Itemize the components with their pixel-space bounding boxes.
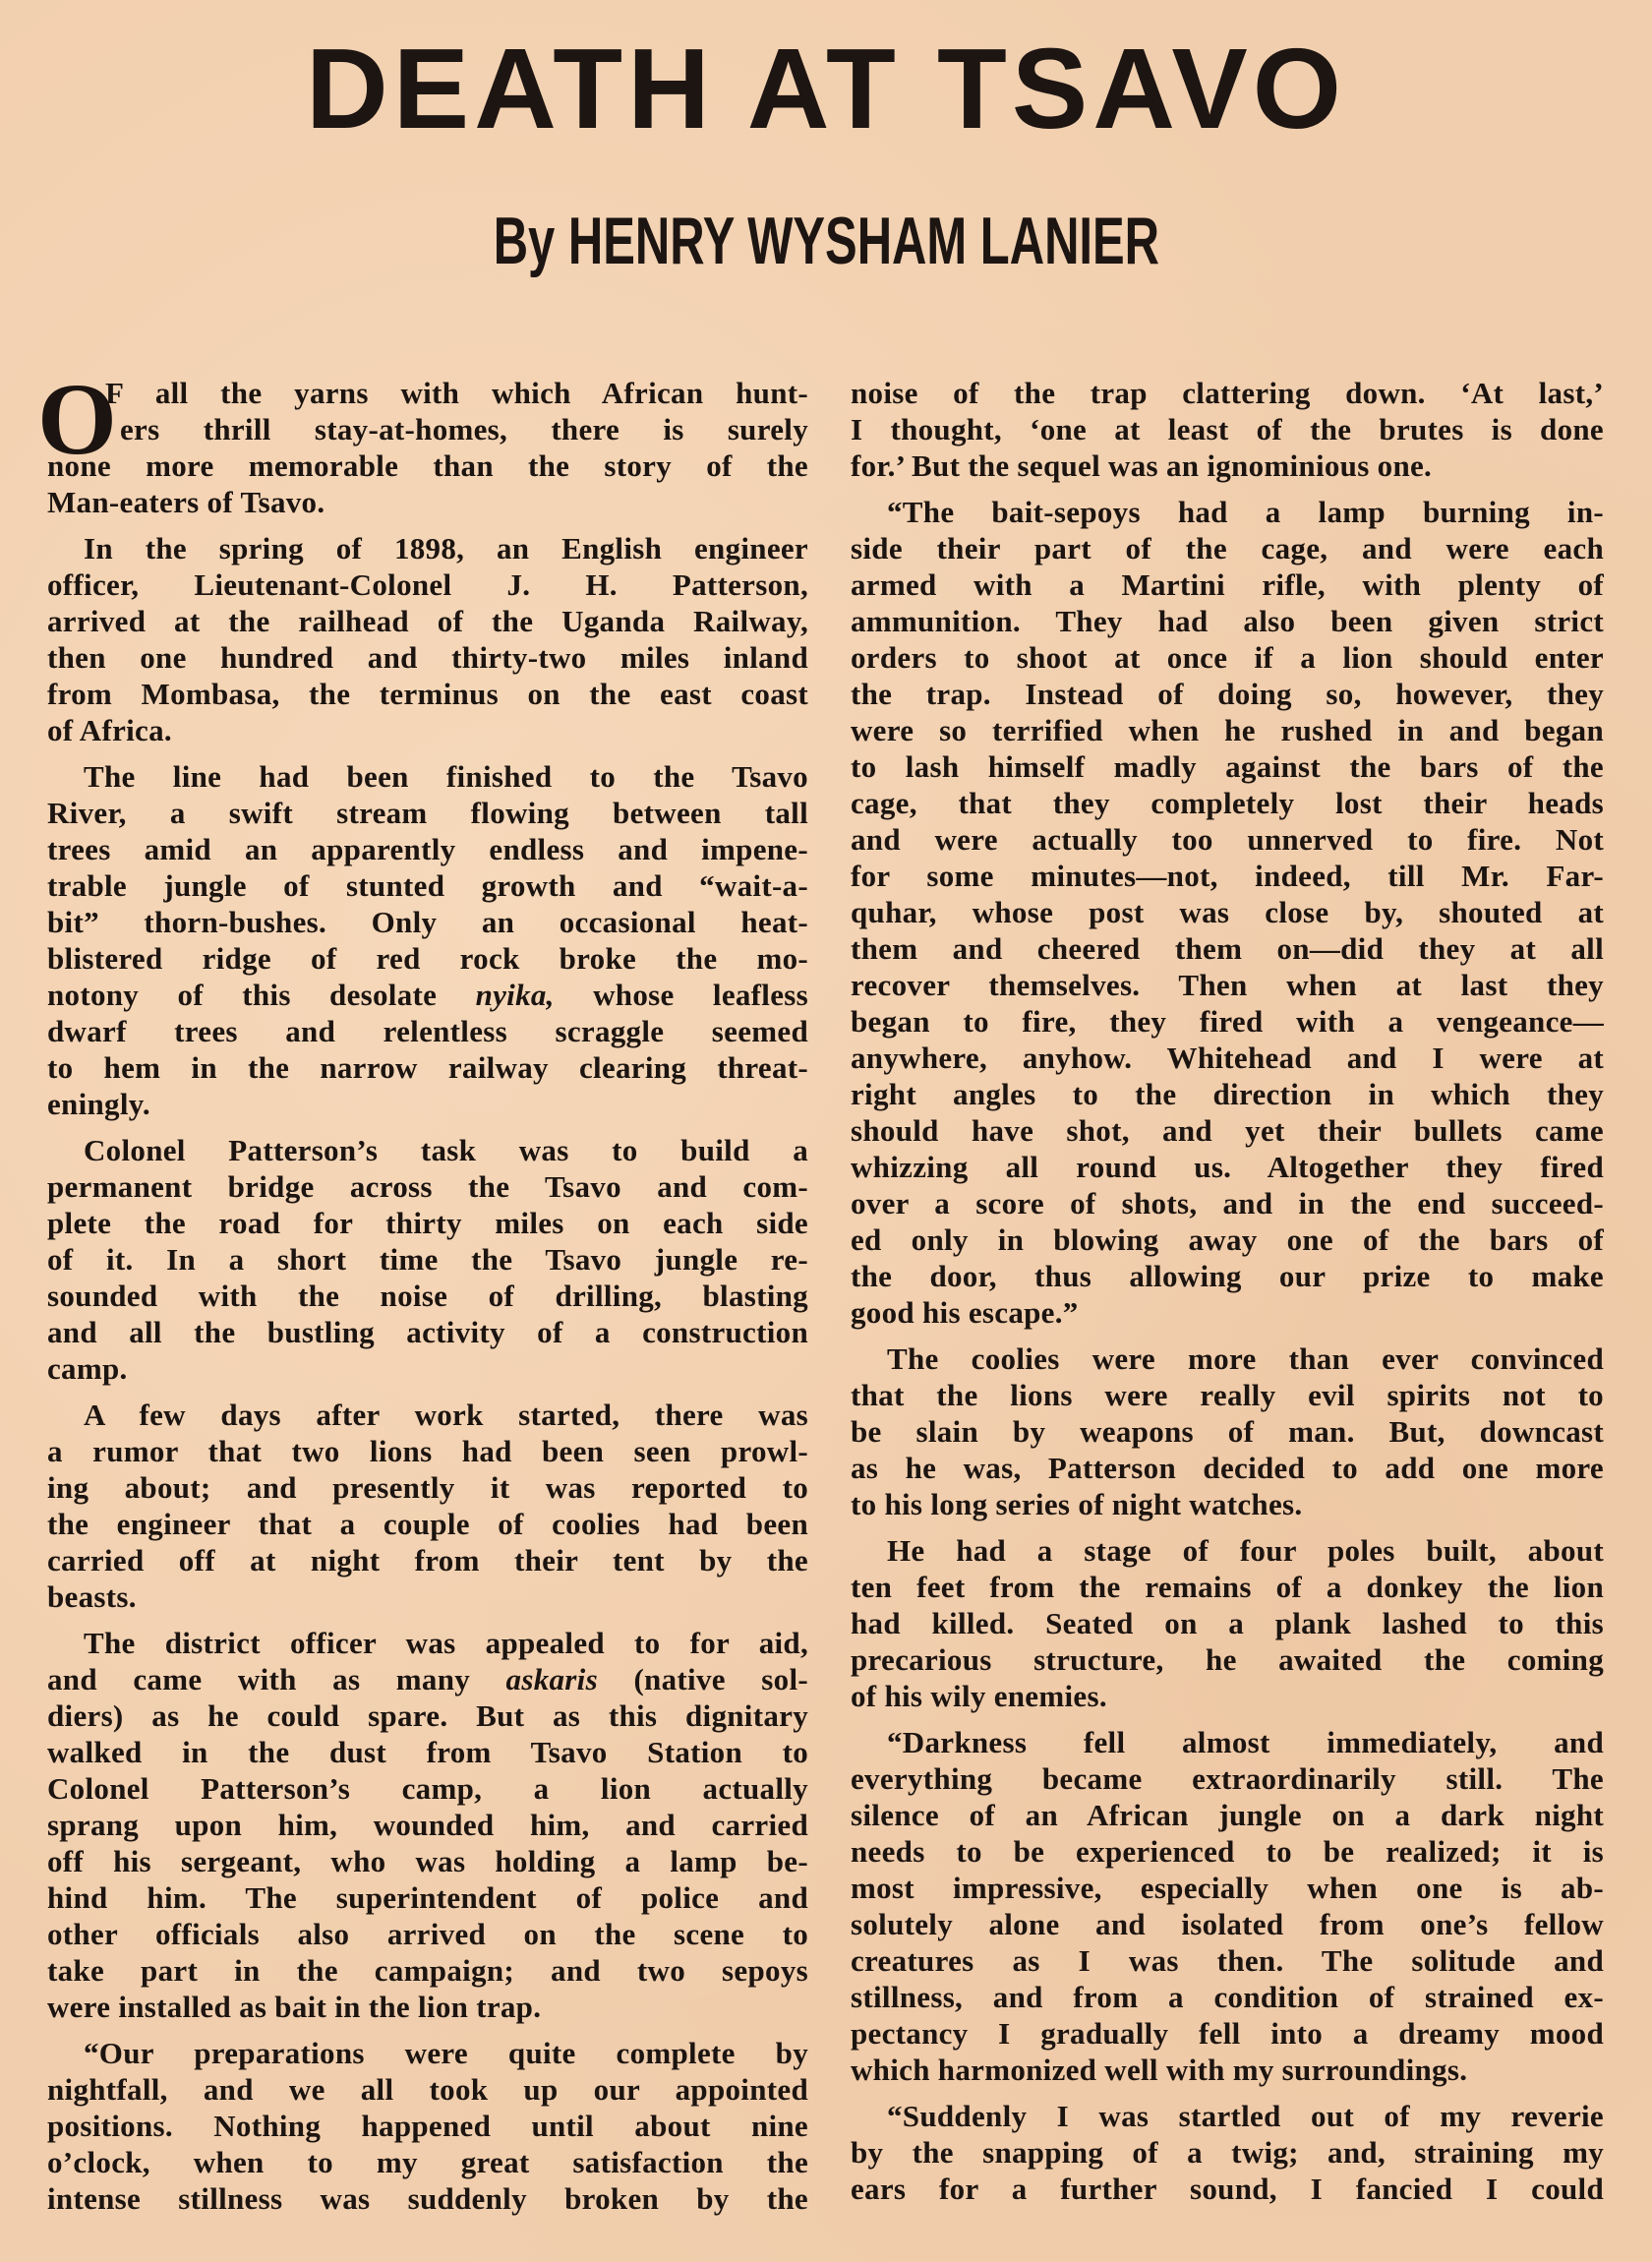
text-line: stillness, and from a condition of strained ex- xyxy=(851,1980,1604,2014)
text-line: River, a swift stream flowing between tall xyxy=(47,796,808,830)
text-line: anywhere, anyhow. Whitehead and I were at xyxy=(851,1041,1604,1075)
text-line: sounded with the noise of drilling, blasting xyxy=(47,1279,808,1313)
right-column xyxy=(851,375,1604,2217)
text-line: “Darkness fell almost immediately, and xyxy=(887,1725,1604,1759)
text-line: intense stillness was suddenly broken by the xyxy=(47,2181,808,2216)
text-line: trees amid an apparently endless and impene- xyxy=(47,832,808,866)
text-segment: whose leafless xyxy=(554,978,808,1012)
text-line: be slain by weapons of man. But, downcast xyxy=(851,1414,1604,1449)
left-column xyxy=(37,363,808,2227)
text-line: side their part of the cage, and were each xyxy=(851,531,1604,566)
text-line: o’clock, when to my great satisfaction the xyxy=(47,2145,808,2179)
text-line: solutely alone and isolated from one’s fellow xyxy=(851,1907,1604,1941)
text-line: ers thrill stay-at-homes, there is surely xyxy=(120,412,808,446)
paragraph xyxy=(851,1724,1604,2088)
text-line: hind him. The superintendent of police and xyxy=(47,1880,808,1915)
author-byline: By HENRY WYSHAM LANIER xyxy=(493,204,1159,278)
text-line: ing about; and presently it was reported to xyxy=(47,1470,808,1505)
text-line: Colonel Patterson’s camp, a lion actually xyxy=(47,1771,808,1806)
text-line: had killed. Seated on a plank lashed to this xyxy=(851,1606,1604,1640)
text-line: the door, thus allowing our prize to make xyxy=(851,1259,1604,1293)
text-line: bit” thorn-bushes. Only an occasional heat- xyxy=(47,905,808,939)
text-line: noise of the trap clattering down. ‘At last,’ xyxy=(851,376,1604,410)
text-line: of his wily enemies. xyxy=(851,1679,1107,1713)
text-line: for.’ But the sequel was an ignominious one. xyxy=(851,448,1433,483)
text-line: none more memorable than the story of the xyxy=(47,448,808,483)
italic-term: nyika, xyxy=(475,978,555,1012)
text-line: silence of an African jungle on a dark night xyxy=(851,1798,1604,1832)
drop-cap: O xyxy=(37,363,118,476)
text-line: sprang upon him, wounded him, and carried xyxy=(47,1808,808,1842)
text-line: right angles to the direction in which they xyxy=(851,1077,1604,1111)
text-line: In the spring of 1898, an English engineer xyxy=(84,531,808,566)
text-line: eningly. xyxy=(47,1087,150,1121)
text-line: blistered ridge of red rock broke the mo- xyxy=(47,941,808,976)
text-line: nightfall, and we all took up our appointed xyxy=(47,2072,808,2107)
text-line: began to fire, they fired with a vengeance— xyxy=(851,1004,1604,1039)
text-line: walked in the dust from Tsavo Station to xyxy=(47,1735,808,1769)
text-line: ten feet from the remains of a donkey the lion xyxy=(851,1570,1604,1604)
paragraph xyxy=(851,2098,1604,2207)
paragraph xyxy=(47,375,808,520)
text-line: needs to be experienced to be realized; it is xyxy=(851,1834,1604,1869)
text-segment: notony of this desolate xyxy=(47,978,476,1012)
paragraph xyxy=(47,1625,808,2025)
text-line: The line had been finished to the Tsavo xyxy=(84,759,808,794)
text-line: whizzing all round us. Altogether they fired xyxy=(851,1150,1604,1184)
paragraph xyxy=(47,758,808,1122)
text-line: then one hundred and thirty-two miles inland xyxy=(47,640,808,675)
text-line: were installed as bait in the lion trap. xyxy=(47,1990,542,2024)
text-line: “Suddenly I was startled out of my reverie xyxy=(887,2099,1604,2133)
paragraph xyxy=(851,494,1604,1331)
text-line: beasts. xyxy=(47,1579,137,1614)
text-line: everything became extraordinarily still. The xyxy=(851,1761,1604,1796)
text-line: He had a stage of four poles built, about xyxy=(887,1533,1604,1568)
text-line: them and cheered them on—did they at all xyxy=(851,931,1604,966)
text-line xyxy=(47,1661,808,1697)
paragraph xyxy=(47,2035,808,2217)
text-line: Man-eaters of Tsavo. xyxy=(47,485,325,519)
text-line: of it. In a short time the Tsavo jungle re- xyxy=(47,1242,808,1277)
text-line: by the snapping of a twig; and, straining my xyxy=(851,2135,1604,2170)
byline-container xyxy=(0,202,1652,280)
text-line: which harmonized well with my surroundings. xyxy=(851,2053,1468,2087)
text-line: positions. Nothing happened until about nine xyxy=(47,2109,808,2143)
text-line: pectancy I gradually fell into a dreamy mood xyxy=(851,2016,1604,2051)
text-line: plete the road for thirty miles on each side xyxy=(47,1206,808,1240)
text-line: to lash himself madly against the bars of the xyxy=(851,749,1604,784)
paragraph xyxy=(47,1397,808,1615)
text-line: trable jungle of stunted growth and “wait-a- xyxy=(47,868,808,903)
text-line: diers) as he could spare. But as this dignitary xyxy=(47,1698,808,1733)
text-line: recover themselves. Then when at last they xyxy=(851,968,1604,1002)
text-line: for some minutes—not, indeed, till Mr. Far- xyxy=(851,859,1604,893)
text-line: Colonel Patterson’s task was to build a xyxy=(84,1133,808,1167)
text-line: creatures as I was then. The solitude and xyxy=(851,1943,1604,1978)
italic-term: askaris xyxy=(505,1662,598,1696)
text-line: dwarf trees and relentless scraggle seemed xyxy=(47,1014,808,1048)
text-line: to his long series of night watches. xyxy=(851,1487,1303,1521)
text-line: a rumor that two lions had been seen prowl- xyxy=(47,1434,808,1468)
text-line: officer, Lieutenant-Colonel J. H. Patterson, xyxy=(47,567,808,602)
text-line: from Mombasa, the terminus on the east coast xyxy=(47,677,808,711)
text-line: “Our preparations were quite complete by xyxy=(84,2036,808,2070)
text-line: and were actually too unnerved to fire. Not xyxy=(851,822,1604,857)
paragraph xyxy=(851,1532,1604,1714)
text-line: that the lions were really evil spirits not to xyxy=(851,1378,1604,1412)
text-line: “The bait-sepoys had a lamp burning in- xyxy=(887,495,1604,529)
text-line: I thought, ‘one at least of the brutes is done xyxy=(851,412,1604,446)
text-line: to hem in the narrow railway clearing threat- xyxy=(47,1050,808,1085)
paragraph xyxy=(47,1132,808,1387)
text-line: and all the bustling activity of a construction xyxy=(47,1315,808,1349)
paragraph xyxy=(47,530,808,748)
paragraph xyxy=(851,1340,1604,1522)
text-line: take part in the campaign; and two sepoys xyxy=(47,1953,808,1988)
text-line: The district officer was appealed to for aid, xyxy=(84,1626,808,1660)
text-line: other officials also arrived on the scene to xyxy=(47,1917,808,1951)
text-line: cage, that they completely lost their heads xyxy=(851,786,1604,820)
text-line: permanent bridge across the Tsavo and com- xyxy=(47,1169,808,1204)
text-line: should have shot, and yet their bullets came xyxy=(851,1113,1604,1148)
text-line: armed with a Martini rifle, with plenty of xyxy=(851,567,1604,602)
text-line xyxy=(47,977,808,1013)
text-line: the engineer that a couple of coolies had been xyxy=(47,1507,808,1541)
text-segment: (native sol- xyxy=(597,1662,808,1696)
text-line: orders to shoot at once if a lion should enter xyxy=(851,640,1604,675)
text-line: over a score of shots, and in the end succeed- xyxy=(851,1186,1604,1220)
text-line: A few days after work started, there was xyxy=(84,1398,808,1432)
text-line: carried off at night from their tent by the xyxy=(47,1543,808,1577)
text-line: ammunition. They had also been given strict xyxy=(851,604,1604,638)
text-line: good his escape.” xyxy=(851,1295,1079,1330)
text-line: arrived at the railhead of the Uganda Railway, xyxy=(47,604,808,638)
text-line: precarious structure, he awaited the coming xyxy=(851,1642,1604,1677)
text-line: ears for a further sound, I fancied I could xyxy=(851,2172,1604,2206)
article-title: DEATH AT TSAVO xyxy=(305,25,1347,152)
text-line: of Africa. xyxy=(47,713,172,747)
text-line: quhar, whose post was close by, shouted at xyxy=(851,895,1604,929)
text-line: the trap. Instead of doing so, however, they xyxy=(851,677,1604,711)
text-line: most impressive, especially when one is ab- xyxy=(851,1871,1604,1905)
text-line: were so terrified when he rushed in and began xyxy=(851,713,1604,747)
text-line: as he was, Patterson decided to add one more xyxy=(851,1451,1604,1485)
paragraph xyxy=(851,375,1604,484)
text-line: The coolies were more than ever convinced xyxy=(887,1341,1604,1376)
text-line: off his sergeant, who was holding a lamp be- xyxy=(47,1844,808,1878)
text-line: ed only in blowing away one of the bars of xyxy=(851,1222,1604,1257)
text-line: F all the yarns with which African hunt- xyxy=(105,376,808,410)
text-segment: and came with as many xyxy=(47,1662,506,1696)
text-line: camp. xyxy=(47,1351,128,1386)
